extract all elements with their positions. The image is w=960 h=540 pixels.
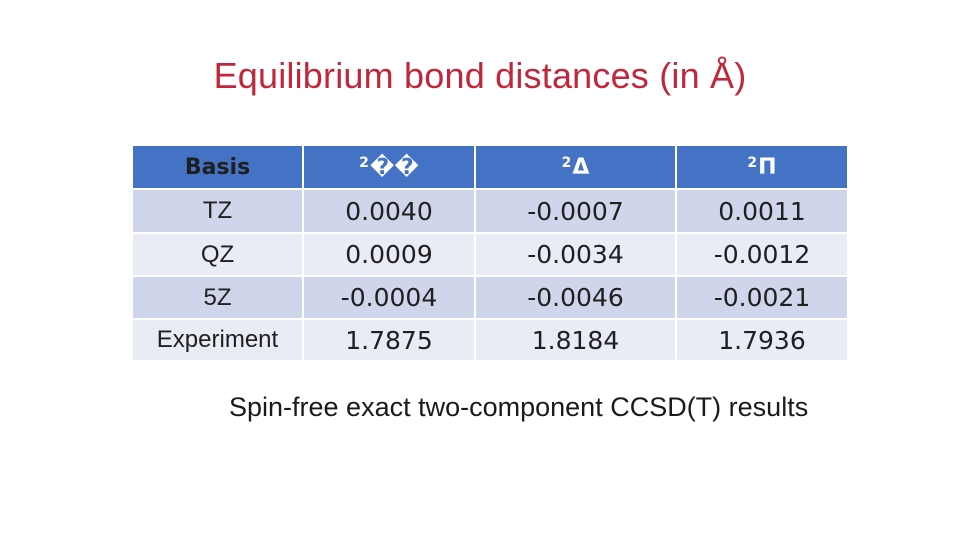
table-row: [133, 188, 847, 232]
slide-title: Equilibrium bond distances (in Å): [213, 55, 747, 96]
header-state-delta-multiplicity: 2: [561, 155, 572, 171]
row-value-state-delta: -0.0007: [476, 190, 677, 232]
row-basis-label: QZ: [133, 234, 304, 275]
row-value-state-1: 1.7875: [304, 320, 476, 360]
row-value-state-pi: -0.0012: [713, 240, 811, 269]
header-state-1-symbol: ��: [369, 154, 419, 180]
row-basis-label: 5Z: [133, 277, 304, 318]
header-state-1: [304, 146, 476, 188]
table-row: [133, 275, 847, 318]
header-state-pi-symbol: Π: [758, 154, 777, 180]
row-value-state-delta: -0.0034: [476, 234, 677, 275]
header-state-pi-multiplicity: 2: [747, 155, 758, 171]
header-state-1-multiplicity: 2: [359, 155, 369, 171]
bond-distance-table: [133, 146, 847, 360]
table-header-row: [133, 146, 847, 188]
header-basis: Basis: [133, 146, 304, 188]
row-value-state-1: 0.0040: [304, 190, 476, 232]
row-basis-label: TZ: [133, 190, 304, 232]
row-value-state-1: 0.0009: [304, 234, 476, 275]
results-caption: Spin-free exact two-component CCSD(T) results: [229, 392, 809, 422]
row-value-state-pi: 0.0011: [718, 196, 806, 226]
row-value-state-pi: -0.0021: [713, 283, 811, 312]
row-value-state-delta: -0.0046: [476, 277, 677, 318]
row-value-state-1: -0.0004: [304, 277, 476, 318]
table-row: [133, 232, 847, 275]
table-row: [133, 318, 847, 360]
row-value-state-delta: 1.8184: [476, 320, 677, 360]
row-basis-label: Experiment: [133, 320, 304, 360]
header-state-pi: [677, 146, 847, 188]
row-value-state-pi: 1.7936: [718, 325, 806, 355]
header-state-delta-symbol: Δ: [572, 154, 590, 180]
header-state-delta: [476, 146, 677, 188]
